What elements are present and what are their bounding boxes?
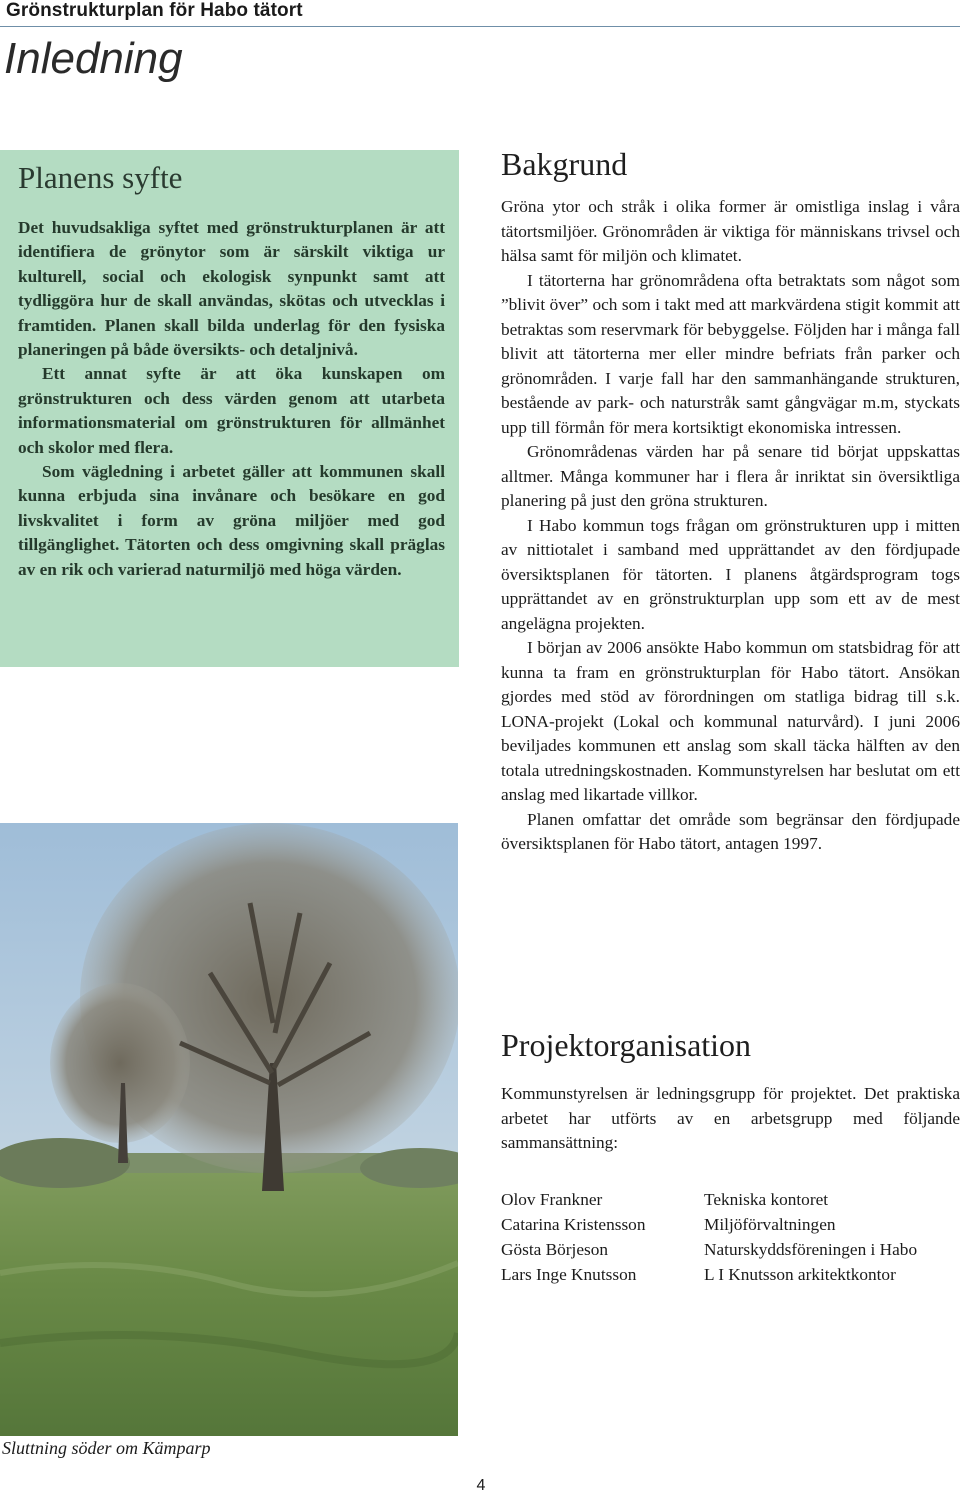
landscape-photo xyxy=(0,823,458,1436)
background-section xyxy=(501,146,960,857)
background-heading: Bakgrund xyxy=(501,146,628,182)
member-org: Naturskyddsföreningen i Habo xyxy=(704,1240,918,1259)
purpose-body xyxy=(18,216,445,582)
tree-meadow-illustration xyxy=(0,823,458,1436)
background-paragraph: I början av 2006 ansökte Habo kommun om statsbidrag för att kunna ta fram en grönstrukturplan för Habo tätort. Ansökan gjordes med stöd av förordningen om statliga bidrag till s.k. LONA-projekt (Lokal och kommunal naturvård). I juni 2006 beviljades kommunen ett anslag som skall täcka hälften av den totala utredningskostnaden. Kommunstyrelsen har beslutat om ett anslag med likartade villkor. xyxy=(501,638,960,804)
member-org: Miljöförvaltningen xyxy=(704,1215,836,1234)
member-name: Catarina Kristensson xyxy=(501,1215,646,1234)
background-paragraph: I tätorterna har grönområdena ofta betraktats som något som ”blivit över” och som i takt med att markvärdena stigit kommit att betraktas som reservmark för bebyggelse. Följden har i många fall blivit att tätorterna mer eller mindre befriats från parker och grönområden. I varje fall har den sammanhängande strukturen, bestående av park- och naturstråk samt gångvägar m.m, styckats upp till förmån för mera kortsiktigt ekonomiska intressen. xyxy=(501,270,960,437)
organisation-heading: Projektorganisation xyxy=(501,1027,752,1063)
background-paragraph: Gröna ytor och stråk i olika former är omistliga inslag i våra tätortsmiljöer. Grönområden är viktiga för människans trivsel och hälsa samt för miljön och klimatet. xyxy=(501,197,960,265)
purpose-box xyxy=(0,150,459,667)
member-name: Olov Frankner xyxy=(501,1190,603,1209)
organisation-body xyxy=(501,1082,960,1156)
member-list xyxy=(501,1187,960,1287)
member-row xyxy=(501,1262,960,1287)
purpose-paragraph: Det huvudsakliga syftet med grönstrukturplanen är att identifiera de grönytor som är särskilt viktiga ur kulturell, social och ekologisk synpunkt samt att tydliggöra hur de skall användas, skötas och utvecklas i framtiden. Planen skall bilda underlag för den fysiska planeringen på både översikts- och detaljnivå. xyxy=(18,218,445,360)
purpose-heading: Planens syfte xyxy=(18,160,183,195)
member-name: Gösta Börjeson xyxy=(501,1240,609,1259)
organisation-intro: Kommunstyrelsen är ledningsgrupp för projektet. Det praktiska arbetet har utförts av en arbetsgrupp med följande sammansättning: xyxy=(501,1084,960,1152)
background-paragraph: I Habo kommun togs frågan om grönstrukturen upp i mitten av nittiotalet i samband med upprättandet av den fördjupade översiktsplanen för tätorten. I planens åtgärdsprogram togs upprättandet av en grönstrukturplan upp som ett av de mest angelägna projekten. xyxy=(501,515,960,633)
member-row xyxy=(501,1212,960,1237)
member-row xyxy=(501,1237,960,1262)
member-org: L I Knutsson arkitektkontor xyxy=(704,1265,896,1284)
purpose-paragraph: Ett annat syfte är att öka kunskapen om grönstrukturen och dess värden genom att utarbeta informationsmaterial om grönstrukturen för allmänhet och skolor med flera. xyxy=(18,364,445,457)
chapter-title: Inledning xyxy=(4,34,183,83)
background-paragraph: Grönområdenas värden har på senare tid börjat uppskattas alltmer. Många kommuner har i flera år inriktat sin översiktliga planering på just den gröna strukturen. xyxy=(501,442,960,510)
background-paragraph: Planen omfattar det område som begränsar den fördjupade översiktsplanen för Habo tätort, antagen 1997. xyxy=(501,809,960,853)
running-header xyxy=(0,0,960,27)
member-name: Lars Inge Knutsson xyxy=(501,1265,637,1284)
member-row xyxy=(501,1187,960,1212)
member-org: Tekniska kontoret xyxy=(704,1190,829,1209)
page-number: 4 xyxy=(476,1477,486,1494)
document-title: Grönstrukturplan för Habo tätort xyxy=(6,0,303,21)
background-body xyxy=(501,195,960,857)
organisation-section xyxy=(501,1027,960,1156)
purpose-paragraph: Som vägledning i arbetet gäller att kommunen skall kunna erbjuda sina invånare och besökare en god livskvalitet i form av gröna miljöer med god tillgänglighet. Tätorten och dess omgivning skall präglas av en rik och varierad naturmiljö med höga värden. xyxy=(18,462,445,579)
photo-caption: Sluttning söder om Kämparp xyxy=(2,1438,211,1458)
